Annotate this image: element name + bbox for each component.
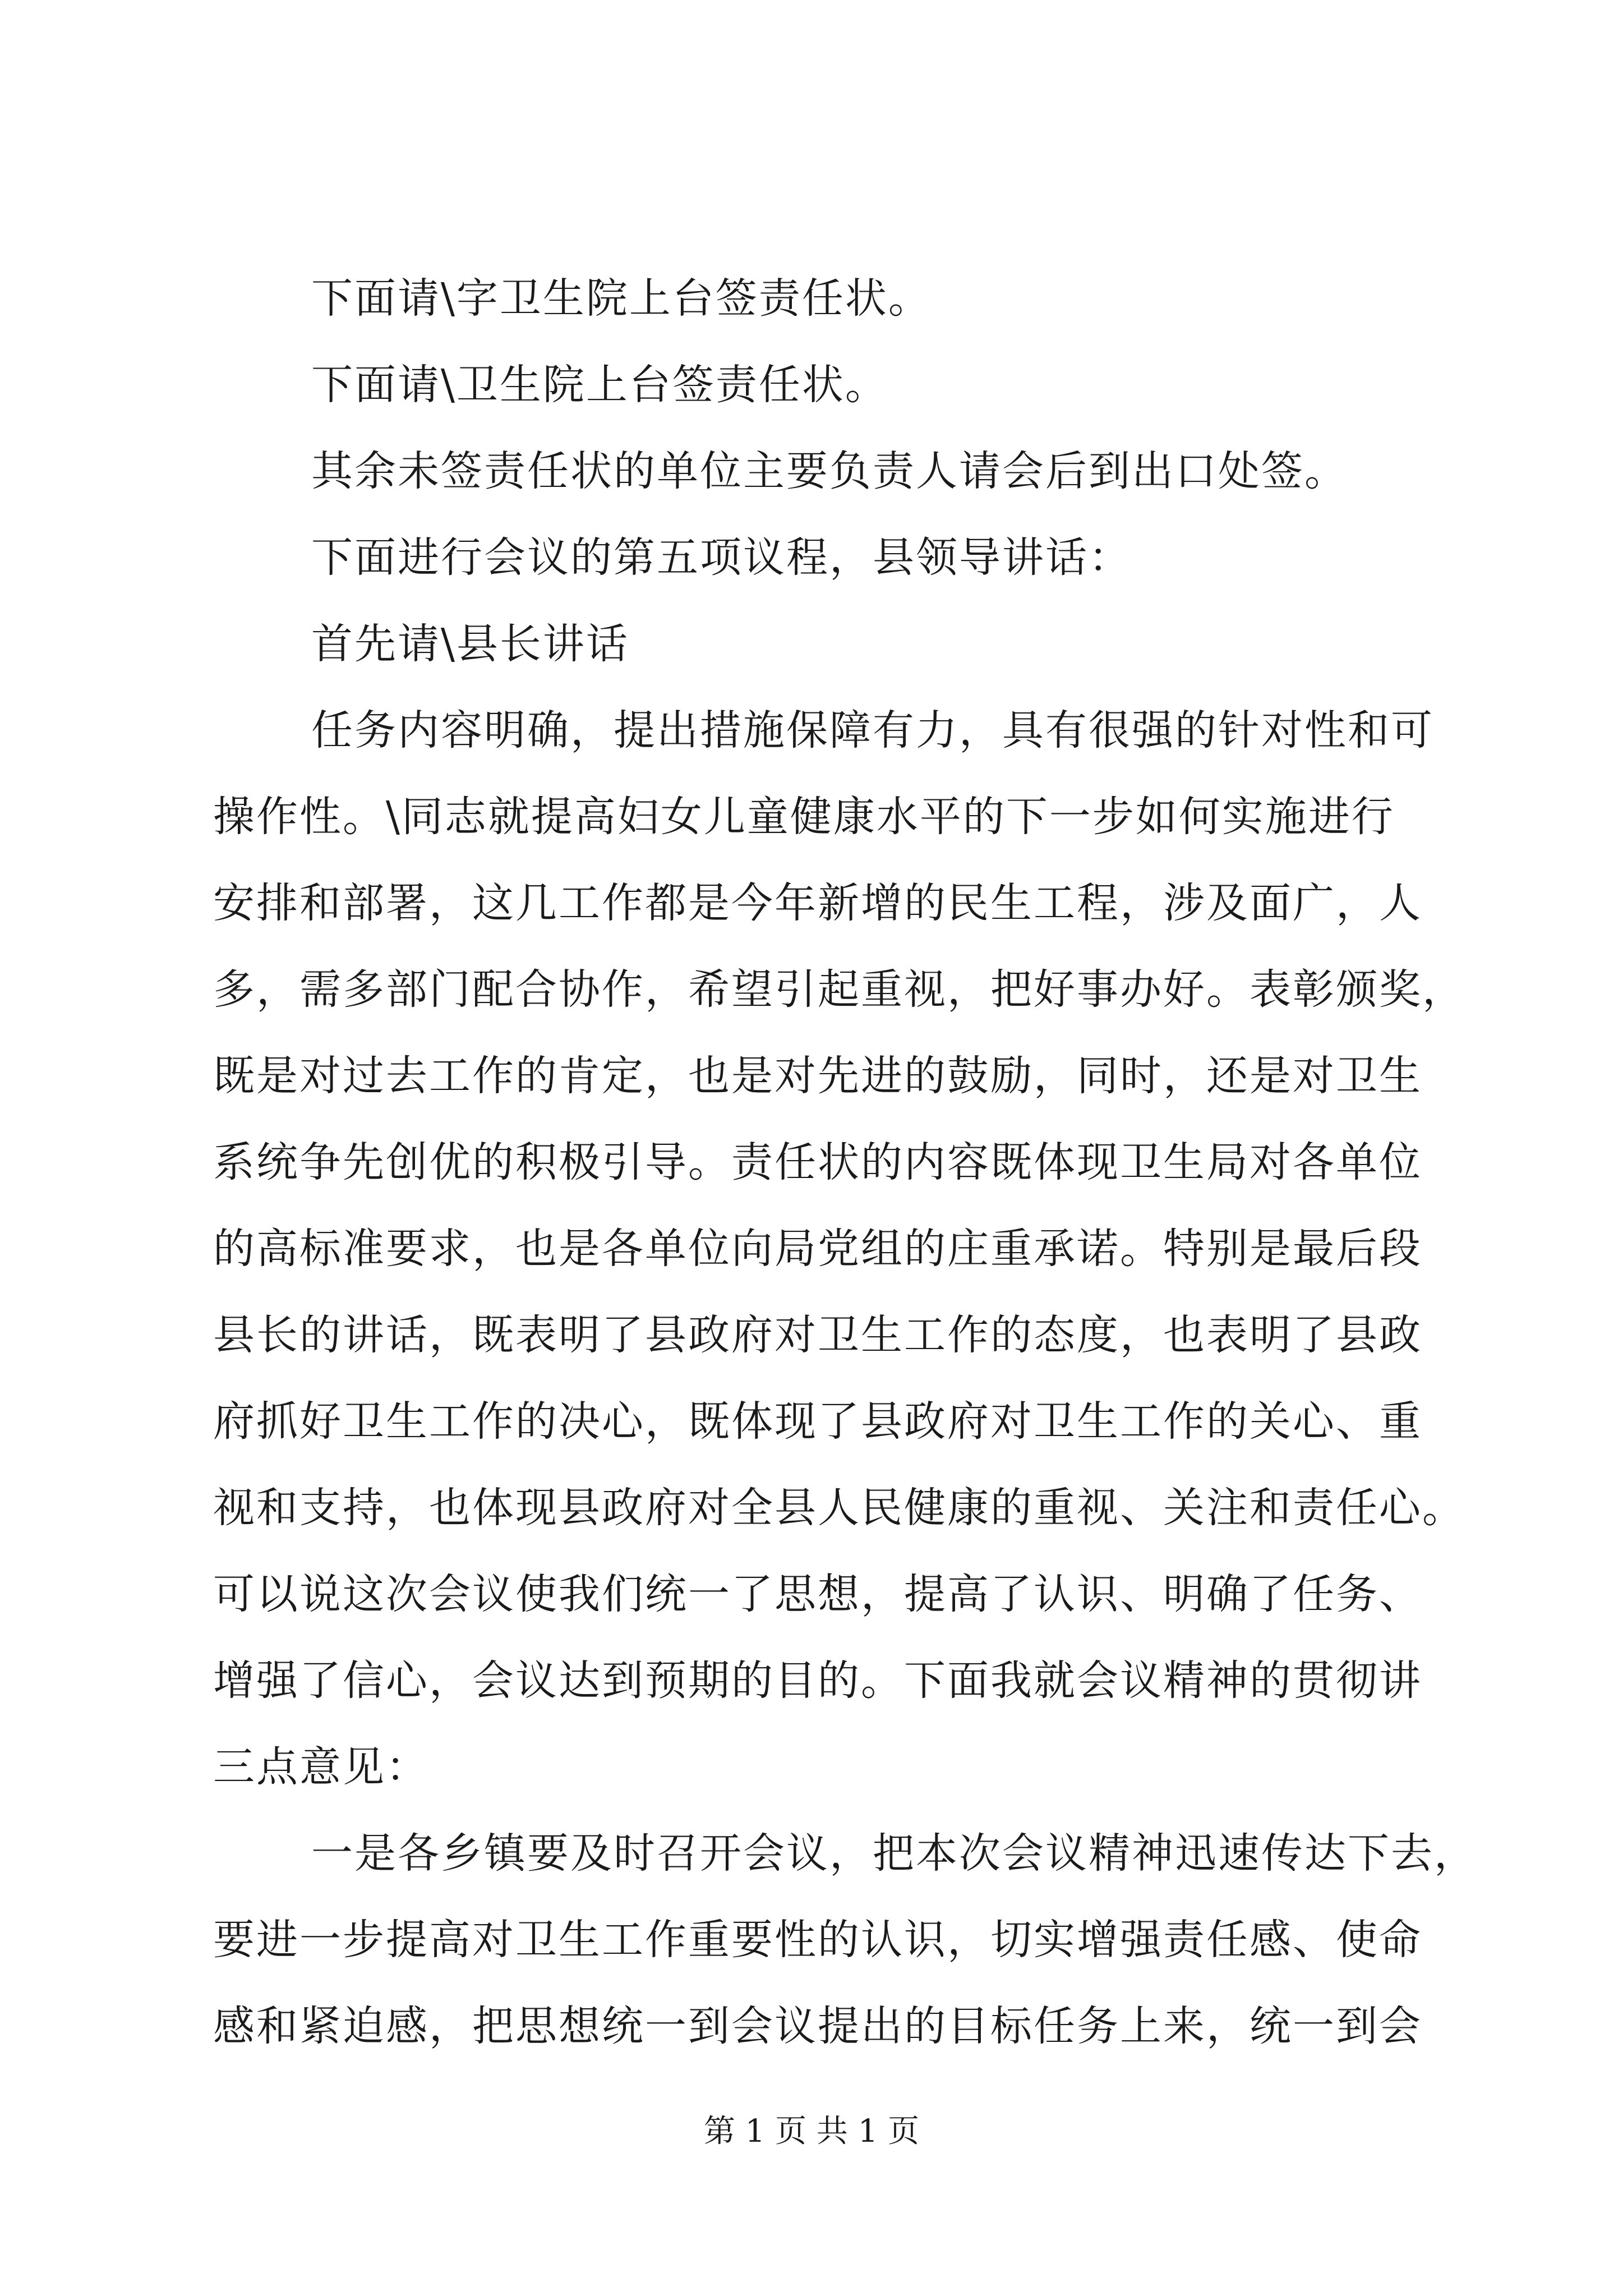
text-line: 县长的讲话，既表明了县政府对卫生工作的态度，也表明了县政 [213, 1311, 1422, 1359]
paragraph [213, 255, 1424, 342]
text-line: 下面进行会议的第五项议程，县领导讲话： [311, 533, 1132, 582]
paragraph [213, 601, 1424, 687]
text-line: 多，需多部门配合协作，希望引起重视，把好事办好。表彰颁奖， [213, 965, 1465, 1014]
text-line: 要进一步提高对卫生工作重要性的认识，切实增强责任感、使命 [213, 1916, 1422, 1964]
text-line: 府抓好卫生工作的决心，既体现了县政府对卫生工作的关心、重 [213, 1397, 1422, 1446]
paragraph [213, 342, 1424, 428]
text-line: 首先请\县长讲话 [311, 620, 629, 668]
text-line: 视和支持，也体现县政府对全县人民健康的重视、关注和责任心。 [213, 1484, 1465, 1532]
text-line: 增强了信心，会议达到预期的目的。下面我就会议精神的贯彻讲 [213, 1657, 1422, 1705]
paragraph [213, 1810, 1477, 2069]
paragraph [213, 428, 1424, 514]
text-line: 任务内容明确，提出措施保障有力，具有很强的针对性和可 [311, 706, 1434, 754]
text-line: 操作性。\同志就提高妇女儿童健康水平的下一步如何实施进行 [213, 793, 1395, 841]
paragraph [213, 514, 1424, 601]
text-line: 安排和部署，这几工作都是今年新增的民生工程，涉及面广，人 [213, 879, 1422, 927]
document-body [213, 255, 1477, 2069]
text-line: 下面请\字卫生院上台签责任状。 [311, 274, 932, 323]
text-line: 感和紧迫感，把思想统一到会议提出的目标任务上来，统一到会 [213, 2002, 1422, 2050]
text-line: 系统争先创优的积极引导。责任状的内容既体现卫生局对各单位 [213, 1138, 1422, 1186]
text-line: 下面请\卫生院上台签责任状。 [311, 361, 888, 409]
text-line: 一是各乡镇要及时召开会议，把本次会议精神迅速传达下去， [311, 1829, 1477, 1878]
text-line: 既是对过去工作的肯定，也是对先进的鼓励，同时，还是对卫生 [213, 1052, 1422, 1100]
page-number-footer: 第 1 页 共 1 页 [703, 2113, 920, 2150]
text-line: 的高标准要求，也是各单位向局党组的庄重承诺。特别是最后段 [213, 1225, 1422, 1273]
text-line: 三点意见： [213, 1743, 429, 1791]
text-line: 可以说这次会议使我们统一了思想，提高了认识、明确了任务、 [213, 1570, 1422, 1618]
paragraph [213, 687, 1465, 1810]
text-line: 其余未签责任状的单位主要负责人请会后到出口处签。 [311, 447, 1348, 495]
